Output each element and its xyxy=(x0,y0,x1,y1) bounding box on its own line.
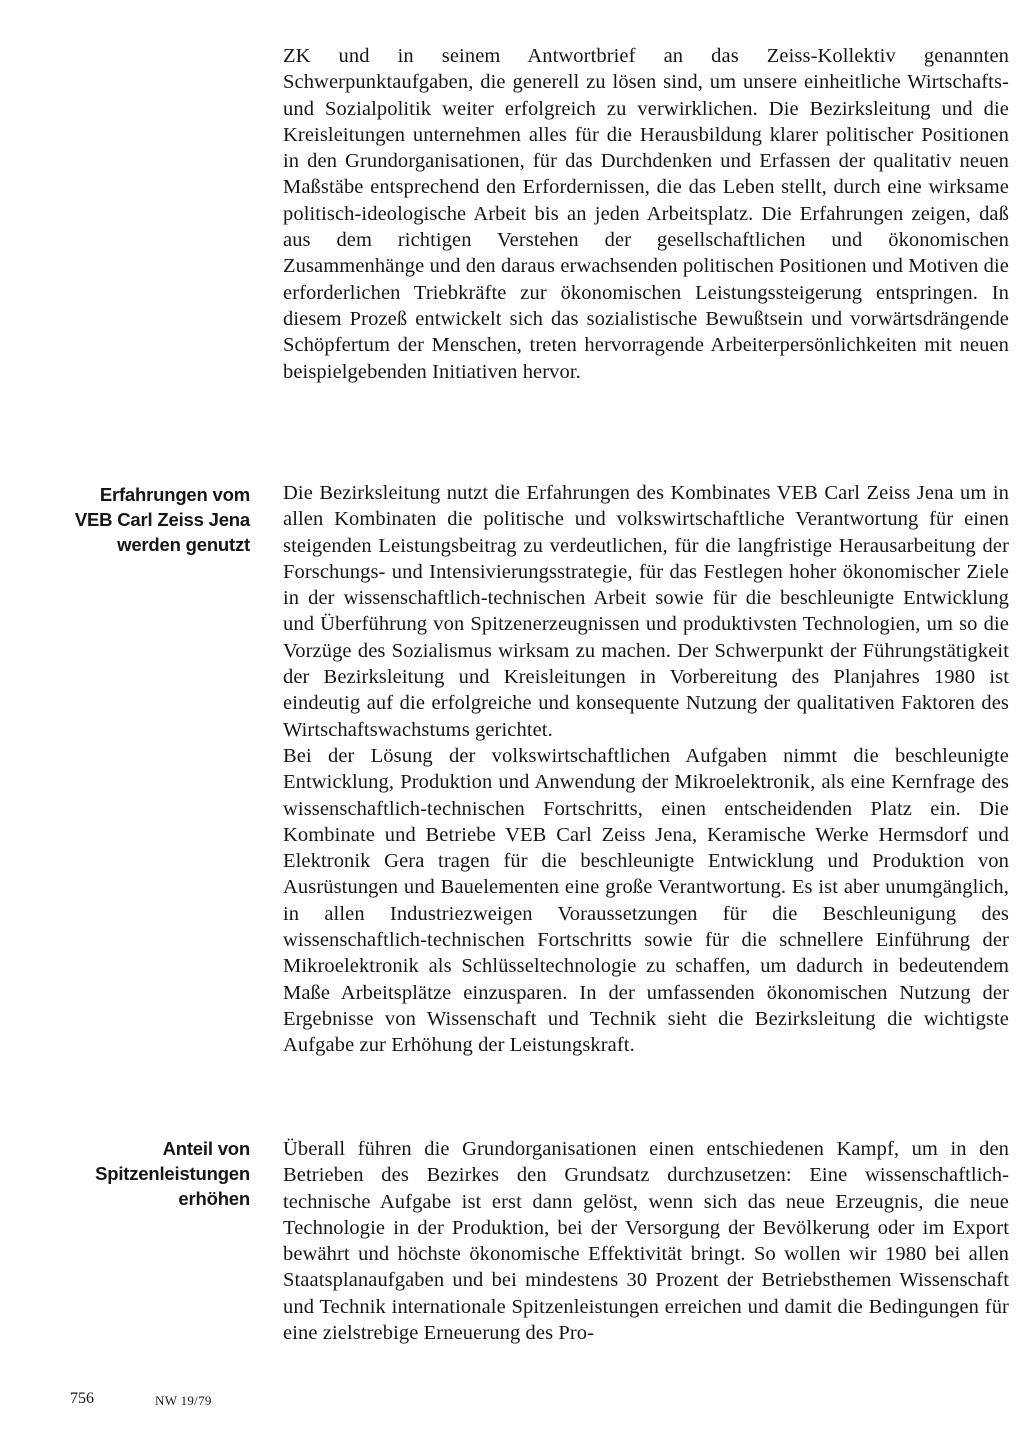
paragraph: Bei der Lösung der volkswirtschaftlichen Aufgaben nimmt die beschleunigte Entwicklung, Produktion und Anwendung der Mikroelektronik, als eine Kernfrage des wissenschaftlich-technischen Fortschritts, einen entscheidenden Platz ein. Die Kombinate und Betriebe VEB Carl Zeiss Jena, Keramische Werke Hermsdorf und Elektronik Gera tragen für die beschleunigte Entwicklung und Produktion von Ausrüstungen und Bauelementen eine große Verantwortung. Es ist aber unumgänglich, in allen Industriezweigen Voraussetzungen für die Beschleunigung des wissenschaftlich-technischen Fortschritts sowie für die schnellere Einführung der Mikroelektronik als Schlüsseltechnologie zu schaffen, um dadurch in bedeutendem Maße Arbeitsplätze einzusparen. In der umfassenden ökonomischen Nutzung der Ergebnisse von Wissenschaft und Technik sieht die Bezirksleitung die wichtigste Aufgabe zur Erhöhung der Leistungskraft. xyxy=(283,744,1009,1057)
issue-reference: NW 19/79 xyxy=(155,1393,212,1408)
heading-line: werden genutzt xyxy=(117,534,250,555)
heading-line: Spitzenleistungen xyxy=(95,1163,250,1184)
heading-line: Erfahrungen vom xyxy=(99,484,250,505)
page-number: 756 xyxy=(70,1390,94,1407)
section-text-zeiss xyxy=(283,480,1009,1059)
heading-line: VEB Carl Zeiss Jena xyxy=(74,509,250,530)
paragraph: Überall führen die Grundorganisationen einen entschiedenen Kampf, um in den Betrieben des Bezirkes den Grundsatz durchzusetzen: Eine wissenschaftlich-technische Aufgabe ist erst dann gelöst, wenn sich das neue Erzeugnis, die neue Technologie in der Produktion, bei der Versorgung der Bevölkerung oder im Export bewährt und höchste ökonomische Effektivität bringt. So wollen wir 1980 bei allen Staatsplanaufgaben und bei mindestens 30 Prozent der Betriebsthemen Wissenschaft und Technik internationale Spitzenleistungen erreichen und damit die Bedingungen für eine zielstrebige Erneuerung des Pro- xyxy=(283,1138,1009,1345)
heading-line: erhöhen xyxy=(178,1188,250,1209)
paragraph: Die Bezirksleitung nutzt die Erfahrungen des Kombinates VEB Carl Zeiss Jena um in allen Kombinaten die politische und volkswirtschaftliche Verantwortung für einen steigenden Leistungsbeitrag zu verdeutlichen, für die langfristige Herausarbeitung der Forschungs- und Intensivierungsstrategie, für das Festlegen hoher ökonomischer Ziele in der wissenschaftlich-technischen Arbeit sowie für die beschleunigte Entwicklung und Überführung von Spitzenerzeugnissen und produktivsten Technologien, um so die Vorzüge des Sozialismus wirksam zu machen. Der Schwerpunkt der Führungstätigkeit der Bezirksleitung und Kreisleitungen in Vorbereitung des Planjahres 1980 ist eindeutig auf die erfolgreiche und konsequente Nutzung der qualitativen Faktoren des Wirtschaftswachstums gerichtet. xyxy=(283,482,1009,741)
section-heading-zeiss xyxy=(20,482,250,557)
heading-line: Anteil von xyxy=(162,1138,250,1159)
section-heading-spitzenleistungen xyxy=(20,1136,250,1211)
section-text-spitzenleistungen xyxy=(283,1136,1009,1346)
intro-paragraph: ZK und in seinem Antwortbrief an das Zeiss-Kollektiv genannten Schwerpunktaufgaben, die generell zu lösen sind, um unsere einheitliche Wirtschafts- und Sozialpolitik weiter erfolgreich zu verwirklichen. Die Bezirksleitung und die Kreisleitungen unternehmen alles für die Herausbildung klarer politischer Positionen in den Grundorganisationen, für das Durchdenken und Erfassen der qualitativ neuen Maßstäbe entsprechend den Erfordernissen, die das Leben stellt, durch eine wirksame politisch-ideologische Arbeit bis an jeden Arbeitsplatz. Die Erfahrungen zeigen, daß aus dem richtigen Verstehen der gesellschaftlichen und ökonomischen Zusammenhänge und den daraus erwachsenden politischen Positionen und Motiven die erforderlichen Triebkräfte zur ökonomischen Leistungssteigerung entspringen. In diesem Prozeß entwickelt sich das sozialistische Bewußtsein und vorwärtsdrängende Schöpfertum der Menschen, treten hervorragende Arbeiterpersönlichkeiten mit neuen beispielgebenden Initiativen hervor. xyxy=(283,45,1009,383)
intro-text-block xyxy=(283,43,1009,385)
